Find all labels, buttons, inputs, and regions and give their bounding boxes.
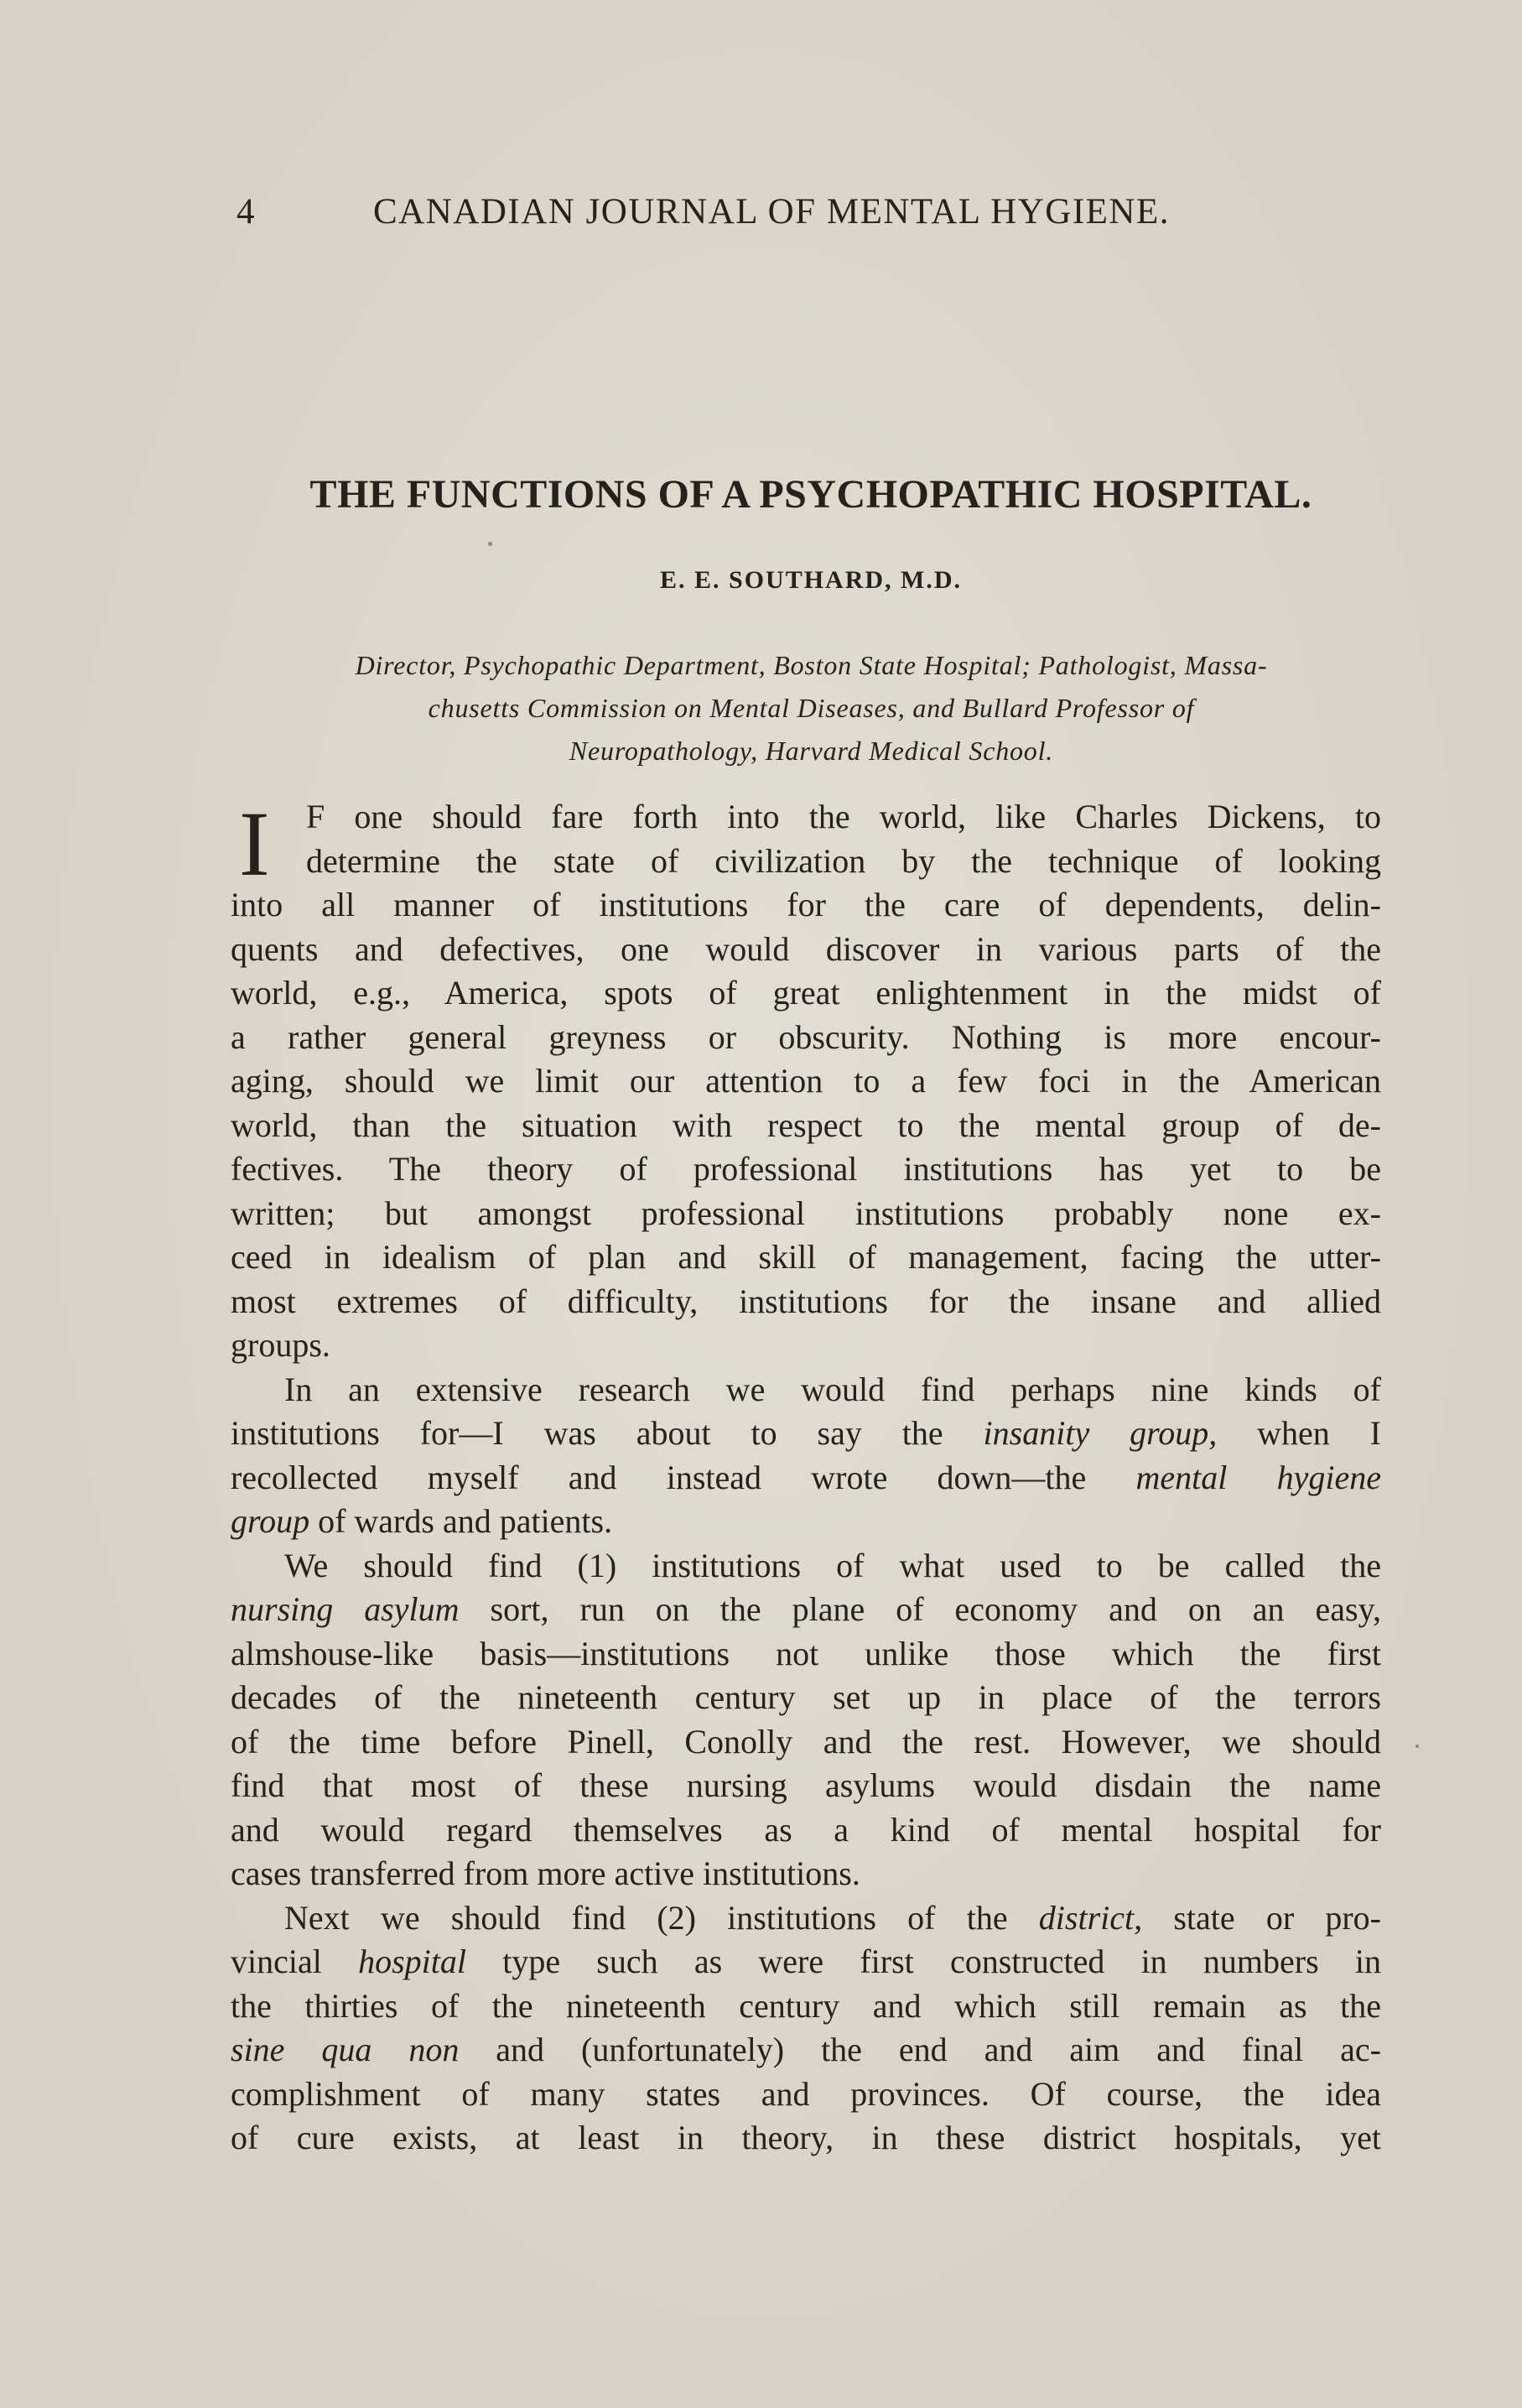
text-run: Next we should find (2) institutions of the bbox=[284, 1898, 1039, 1937]
paragraph-3 bbox=[231, 1544, 1381, 1896]
paper-speck bbox=[1416, 1745, 1419, 1748]
text-line bbox=[231, 1456, 1381, 1500]
italic-run: district, bbox=[1038, 1898, 1143, 1937]
article-author: E. E. SOUTHARD, M.D. bbox=[659, 566, 963, 594]
author-affiliation bbox=[226, 644, 1396, 772]
text-run: institutions for—I was about to say the bbox=[231, 1414, 984, 1452]
text-run: sort, run on the plane of economy and on an easy, bbox=[459, 1590, 1381, 1628]
text-line: F one should fare forth into the world, like Charles Dickens, to bbox=[306, 798, 1381, 835]
text-line bbox=[231, 1500, 1381, 1544]
text-line: aging, should we limit our attention to a few foci in the American bbox=[231, 1062, 1381, 1100]
text-line: complishment of many states and provinces. Of course, the idea bbox=[231, 2074, 1381, 2113]
running-head bbox=[236, 191, 1394, 232]
text-line: decades of the nineteenth century set up in place of the terrors bbox=[231, 1678, 1381, 1716]
paper-speck bbox=[488, 542, 492, 546]
text-run: when I bbox=[1217, 1414, 1381, 1452]
text-line: of the time before Pinell, Conolly and the rest. However, we should bbox=[231, 1722, 1381, 1760]
text-run: state or pro- bbox=[1142, 1898, 1381, 1937]
text-line: almshouse-like basis—institutions not unlike those which the first bbox=[231, 1634, 1381, 1672]
text-line: a rather general greyness or obscurity. Nothing is more encour- bbox=[231, 1017, 1381, 1056]
affiliation-line: Director, Psychopathic Department, Boston State Hospital; Pathologist, Massa- bbox=[355, 650, 1268, 680]
text-line: world, than the situation with respect to the mental group of de- bbox=[231, 1105, 1381, 1144]
text-line bbox=[231, 1896, 1381, 1941]
text-run: and (unfortunately) the end and aim and final ac- bbox=[459, 2031, 1382, 2068]
italic-run: mental hygiene bbox=[1135, 1458, 1381, 1496]
text-line: quents and defectives, one would discover in various parts of the bbox=[231, 929, 1381, 968]
paragraph-2 bbox=[231, 1368, 1381, 1544]
text-line: of cure exists, at least in theory, in these district hospitals, yet bbox=[231, 2119, 1381, 2156]
italic-run: nursing asylum bbox=[231, 1590, 460, 1628]
text-line: find that most of these nursing asylums would disdain the name bbox=[231, 1766, 1381, 1804]
journal-title: CANADIAN JOURNAL OF MENTAL HYGIENE. bbox=[373, 192, 1170, 231]
text-line: world, e.g., America, spots of great enlightenment in the midst of bbox=[231, 974, 1381, 1012]
text-run: type such as were first constructed in numbers in bbox=[465, 1943, 1381, 1980]
text-line: and would regard themselves as a kind of mental hospital for bbox=[231, 1810, 1381, 1849]
drop-cap: I bbox=[239, 793, 270, 895]
italic-run: sine qua non bbox=[231, 2031, 460, 2068]
text-run: of wards and patients. bbox=[309, 1502, 613, 1540]
text-line: ceed in idealism of plan and skill of management, facing the utter- bbox=[231, 1238, 1381, 1276]
page-number: 4 bbox=[236, 192, 256, 231]
text-line: most extremes of difficulty, institutions for the insane and allied bbox=[231, 1282, 1381, 1320]
text-line: fectives. The theory of professional institutions has yet to be bbox=[231, 1150, 1381, 1188]
italic-run: group bbox=[231, 1502, 310, 1540]
paragraph-1 bbox=[231, 795, 1381, 1368]
text-line: groups. bbox=[231, 1326, 330, 1364]
affiliation-line: chusetts Commission on Mental Diseases, and Bullard Professor of bbox=[428, 693, 1195, 723]
italic-run: insanity group, bbox=[983, 1414, 1218, 1452]
paragraph-4 bbox=[231, 1896, 1381, 2161]
text-line: We should find (1) institutions of what used to be called the bbox=[284, 1546, 1381, 1584]
article-title: THE FUNCTIONS OF A PSYCHOPATHIC HOSPITAL. bbox=[309, 472, 1312, 517]
text-line bbox=[231, 1588, 1381, 1632]
text-line: determine the state of civilization by the technique of looking bbox=[306, 841, 1381, 880]
text-line: written; but amongst professional institutions probably none ex- bbox=[231, 1194, 1381, 1232]
text-line: the thirties of the nineteenth century and which still remain as the bbox=[231, 1986, 1381, 2025]
italic-run: hospital bbox=[358, 1943, 466, 1980]
text-line bbox=[231, 2028, 1381, 2073]
text-line bbox=[231, 1412, 1381, 1456]
text-run: vincial bbox=[231, 1943, 359, 1980]
text-line: into all manner of institutions for the care of dependents, delin- bbox=[231, 886, 1381, 923]
text-run: recollected myself and instead wrote down—the bbox=[231, 1458, 1136, 1496]
text-line: In an extensive research we would find perhaps nine kinds of bbox=[284, 1370, 1381, 1408]
affiliation-line: Neuropathology, Harvard Medical School. bbox=[569, 736, 1054, 766]
text-line bbox=[231, 1940, 1381, 1984]
article-body bbox=[231, 795, 1381, 2161]
text-line: cases transferred from more active institutions. bbox=[231, 1854, 860, 1892]
